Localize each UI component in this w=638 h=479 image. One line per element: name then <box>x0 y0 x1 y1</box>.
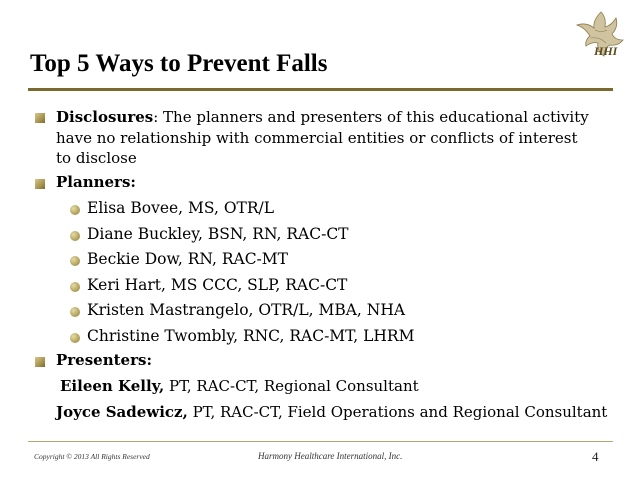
circle-bullet-icon <box>70 282 80 292</box>
logo-text: HHI <box>594 44 618 58</box>
planner-item: Keri Hart, MS CCC, SLP, RAC-CT <box>87 276 348 294</box>
presenter-name: Joyce Sadewicz, <box>56 403 188 421</box>
planner-item: Beckie Dow, RN, RAC-MT <box>87 250 289 268</box>
presenter-item <box>56 402 607 422</box>
circle-bullet-icon <box>70 307 80 317</box>
circle-bullet-icon <box>70 333 80 343</box>
footer-company: Harmony Healthcare International, Inc. <box>258 451 403 461</box>
presenter-name: Eileen Kelly, <box>60 377 165 395</box>
footer-copyright: Copyright © 2013 All Rights Reserved <box>34 452 150 461</box>
circle-bullet-icon <box>70 256 80 266</box>
square-bullet-icon <box>35 179 45 189</box>
title-divider <box>28 88 613 91</box>
planner-item: Christine Twombly, RNC, RAC-MT, LHRM <box>87 327 415 345</box>
disclosures-line-3: to disclose <box>56 149 137 167</box>
planner-item: Diane Buckley, BSN, RN, RAC-CT <box>87 225 349 243</box>
presenter-detail: PT, RAC-CT, Regional Consultant <box>164 377 419 395</box>
footer-divider <box>28 441 613 442</box>
planner-item: Elisa Bovee, MS, OTR/L <box>87 199 275 217</box>
planners-label: Planners: <box>56 173 136 191</box>
presenters-label: Presenters: <box>56 351 152 369</box>
square-bullet-icon <box>35 357 45 367</box>
disclosures-label: Disclosures <box>56 108 154 126</box>
disclosures-text-1: : The planners and presenters of this educational activity <box>153 108 589 126</box>
slide-title: Top 5 Ways to Prevent Falls <box>30 50 328 77</box>
square-bullet-icon <box>35 113 45 123</box>
disclosures-line-1 <box>56 107 589 127</box>
page-number: 4 <box>592 449 599 464</box>
planner-item: Kristen Mastrangelo, OTR/L, MBA, NHA <box>87 301 406 319</box>
disclosures-line-2: have no relationship with commercial entities or conflicts of interest <box>56 129 578 147</box>
presenter-detail: PT, RAC-CT, Field Operations and Regional Consultant <box>187 403 608 421</box>
circle-bullet-icon <box>70 205 80 215</box>
circle-bullet-icon <box>70 231 80 241</box>
presenter-item <box>60 376 419 396</box>
